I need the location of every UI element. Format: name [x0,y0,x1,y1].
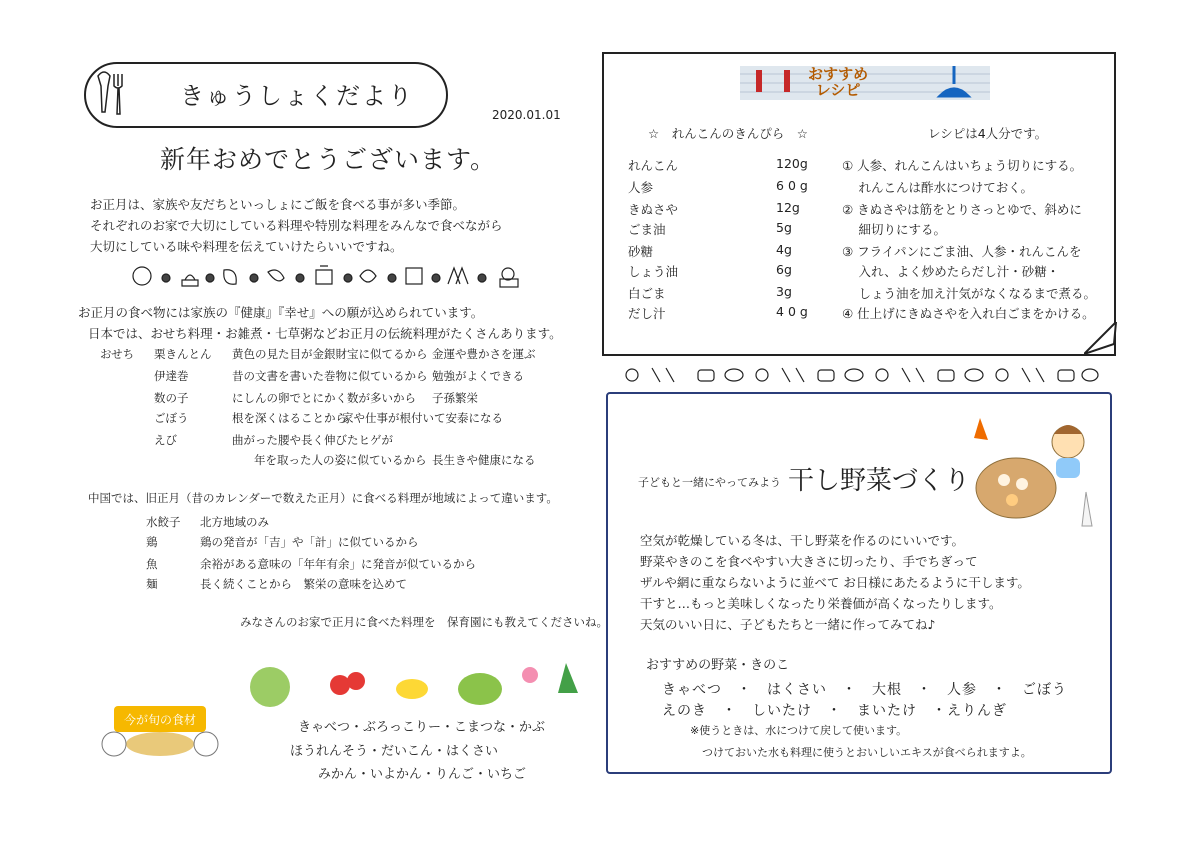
intro-paragraph [90,194,610,257]
osechi-item-reason: 昔の文書を書いた巻物に似ているから [232,369,428,383]
ingredient-amount: 3g [776,284,792,299]
ingredient-name: 白ごま [628,286,666,301]
china-intro: 中国では、旧正月（昔のカレンダーで数えた正月）に食べる料理が地域によって違います。 [88,491,558,505]
vegetable-illustrations [240,655,600,715]
closing-message: みなさんのお家で正月に食べた料理を 保育園にも教えてくださいね。 [240,615,608,629]
recommended-heading: おすすめの野菜・きのこ [646,658,790,673]
recipe-step: ① 人参、れんこんはいちょう切りにする。 [842,158,1083,173]
dried-vegetable-title: 干し野菜づくり [788,466,971,496]
recipe-banner-line: レシピ [815,81,861,99]
issue-date: 2020.01.01 [492,108,561,122]
utensils-icon [84,62,154,124]
ingredient-amount: 12g [776,200,800,215]
recipe-step: ④ 仕上げにきぬさやを入れ白ごまをかける。 [842,306,1095,321]
recipe-step: ② きぬさやは筋をとりさっとゆで、斜めに [842,202,1082,217]
osechi-item-wish: 長生きや健康になる [432,453,536,467]
osechi-item-name: 栗きんとん [154,347,212,361]
ingredient-amount: 60g [776,178,812,193]
ingredient-name: 砂糖 [628,244,654,259]
decoration-icon [133,267,151,285]
usage-note: ※使うときは、水につけて戻して使います。 [690,724,908,737]
osechi-item-name: えび [154,433,177,447]
recipe-step: 入れ、よく炒めたらだし汁・砂糖・ [842,264,1060,279]
seasonal-banner [100,688,220,768]
dried-vegetable-body [640,530,1100,635]
ingredient-amount: 4g [776,242,792,257]
recipe-banner-title [808,66,868,98]
ingredient-name: きぬさや [628,202,679,217]
osechi-item-reason: 黄色の見た目が金銀財宝に似てるから [232,347,428,361]
recommended-list: きゃべつ ・ はくさい ・ 大根 ・ 人参 ・ ごぼう [662,682,1067,698]
usage-note: つけておいた水も料理に使うとおいしいエキスが食べられますよ。 [702,746,1032,759]
child-drying-vegetables-illustration [960,408,1100,532]
osechi-item-name: ごぼう [154,411,189,425]
seasonal-line: みかん・いよかん・りんご・いちご [318,767,527,782]
china-item-desc: 鶏の発音が「吉」や「計」に似ているから [200,535,419,549]
ingredient-name: ごま油 [628,222,666,237]
osechi-intro-line: お正月の食べ物には家族の『健康』『幸せ』への願が込められています。 [78,305,484,320]
intro-line: お正月は、家族や友だちといっしょにご飯を食べる事が多い季節。 [90,197,466,212]
osechi-item-reason: 曲がった腰や長く伸びたヒゲが [232,433,393,447]
osechi-item-wish: 勉強がよくできる [432,369,524,383]
china-item-name: 麺 [146,577,158,591]
osechi-item-wish: 金運や豊かさを運ぶ [432,347,536,361]
recipe-step: 細切りにする。 [842,222,946,237]
recipe-step: れんこんは酢水につけておく。 [842,180,1033,195]
osechi-item-name: 数の子 [154,391,189,405]
ingredient-name: 人参 [628,180,654,195]
china-item-name: 魚 [146,557,158,571]
ingredient-name: だし汁 [628,306,666,321]
body-line: 野菜やきのこを食べやすい大きさに切ったり、手でちぎって [640,554,978,569]
new-year-greeting: 新年おめでとうございます。 [160,145,497,174]
osechi-item-reason: 根を深くはることから [232,411,347,425]
body-line: 空気が乾燥している冬は、干し野菜を作るのにいいです。 [640,533,965,548]
recipe-step: しょう油を加え汁気がなくなるまで煮る。 [842,286,1096,301]
seasonal-banner-text: 今が旬の食材 [123,713,197,727]
seasonal-line: きゃべつ・ぶろっこりー・こまつな・かぶ [298,720,546,735]
newsletter-title: きゅうしょくだより [180,82,414,110]
recipe-name: ☆ れんこんのきんぴら ☆ [648,126,808,141]
china-item-name: 水餃子 [146,515,181,529]
recipe-banner-line: おすすめ [808,65,869,83]
osechi-item-wish: 子孫繁栄 [432,391,478,405]
recipe-serving: レシピは4人分です。 [928,126,1048,141]
china-item-desc: 長く続くことから 繁栄の意味を込めて [200,577,407,591]
osechi-item-name: 伊達巻 [154,369,189,383]
body-line: 干すと…もっと美味しくなったり栄養価が高くなったりします。 [640,596,1002,611]
osechi-item-reason-cont: 年を取った人の姿に似ているから [254,453,427,467]
ingredient-amount: 6g [776,262,792,277]
recommended-list: えのき ・ しいたけ ・ まいたけ ・えりんぎ [662,703,1007,719]
osechi-item-wish: 家や仕事が根付いて安泰になる [342,411,503,425]
ingredient-amount: 120g [776,156,808,171]
ingredient-name: れんこん [628,158,679,173]
ingredient-amount: 40g [776,304,812,319]
seasonal-line: ほうれんそう・だいこん・はくさい [290,744,499,759]
ingredient-name: しょう油 [628,264,679,279]
kitchen-tools-divider [622,364,1100,386]
osechi-label: おせち [100,347,135,361]
intro-line: 大切にしている味や料理を伝えていけたらいいですね。 [90,239,403,254]
new-year-icons-row [130,262,540,290]
body-line: ザルや網に重ならないように並べて お日様にあたるように干します。 [640,575,1030,590]
osechi-intro-line: 日本では、おせち料理・お雑煮・七草粥などお正月の伝統料理がたくさんあります。 [88,326,562,341]
osechi-item-reason: にしんの卵でとにかく数が多いから [232,391,416,405]
dried-vegetable-subtitle: 子どもと一緒にやってみよう [638,476,781,489]
china-item-desc: 余裕がある意味の「年年有余」に発音が似ているから [200,557,476,571]
osechi-intro [78,302,618,344]
china-item-desc: 北方地域のみ [200,515,269,529]
ingredient-amount: 5g [776,220,792,235]
body-line: 天気のいい日に、子どもたちと一緒に作ってみてね♪ [640,617,936,632]
china-item-name: 鶏 [146,535,158,549]
osechi-table [0,0,1,1]
intro-line: それぞれのお家で大切にしている料理や特別な料理をみんなで食べながら [90,218,503,233]
page-curl-icon [1084,322,1118,356]
recipe-step: ③ フライパンにごま油、人参・れんこんを [842,244,1082,259]
